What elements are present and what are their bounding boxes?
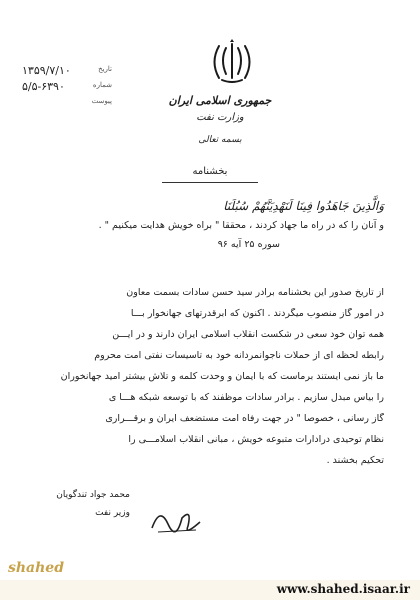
attachment-row xyxy=(22,96,112,112)
body-line: رابطه لحظه ای از حملات ناجوانمردانه خود به تاسیسات نفتی امت محروم xyxy=(94,350,384,361)
number-row xyxy=(22,80,112,96)
verse-translation: و آنان را که در راه ما جهاد کردند ، محققا " براه خویش هدایت میکنیم " . xyxy=(98,220,384,231)
signatory-name: محمد جواد تندگویان xyxy=(56,490,130,500)
body-line: از تاریخ صدور این بخشنامه برادر سید حسن سادات بسمت معاون xyxy=(126,287,384,298)
watermark-url: www.shahed.isaar.ir xyxy=(276,582,410,596)
letter-metadata xyxy=(22,64,112,112)
handwritten-signature xyxy=(148,500,208,540)
signatory-role: وزیر نفت xyxy=(95,508,130,518)
body-line: تحکیم بخشند . xyxy=(326,455,384,466)
title-underline xyxy=(162,182,258,183)
iran-emblem-icon xyxy=(204,38,260,88)
document-title: بخشنامه xyxy=(192,166,228,177)
number-label: شماره xyxy=(92,81,112,89)
letter-body xyxy=(24,287,384,476)
watermark-brand: shahed xyxy=(8,560,65,576)
body-line: در امور گاز منصوب میگردند . اکنون که ابرقدرتهای جهانخوار بـــا xyxy=(130,308,384,319)
verse-source: سوره ۲۵ آیه ۹۶ xyxy=(217,239,280,250)
date-value: ۱۳۵۹/۷/۱۰ xyxy=(22,64,71,77)
date-label: تاریخ xyxy=(98,65,112,73)
body-line: نظام توحیدی درادارات متبوعه خویش ، مبانی انقلاب اسلامـــی را xyxy=(128,434,384,445)
body-line: همه توان خود سعی در شکست انقلاب اسلامی ایران دارند و در ایـــن xyxy=(112,329,384,340)
attachment-label: پیوست xyxy=(91,97,112,105)
body-line: گاز رسانی ، خصوصا " در جهت رفاه امت مستضعف ایران و برقـــراری xyxy=(105,413,384,424)
government-heading: جمهوری اسلامی ایران xyxy=(168,94,272,107)
invocation-text: بسمه تعالی xyxy=(198,135,242,145)
quran-verse: وَالَّذِينَ جَاهَدُوا فِينَا لَنَهْدِيَنَّهُمْ سُبُلَنَا xyxy=(223,199,384,213)
ministry-heading: وزارت نفت xyxy=(196,112,244,123)
number-value: ۵/۵-۶۳۹۰ xyxy=(22,80,65,93)
body-line: ما باز نمی ایستند برماست که با ایمان و وحدت کلمه و تلاش بیشتر امید جهانخوران xyxy=(60,371,384,382)
body-line: را بیاس مبدل سازیم . برادر سادات موظفند که با توسعه شبکه هـــا ی xyxy=(108,392,384,403)
signature-block xyxy=(20,490,130,526)
date-row xyxy=(22,64,112,80)
